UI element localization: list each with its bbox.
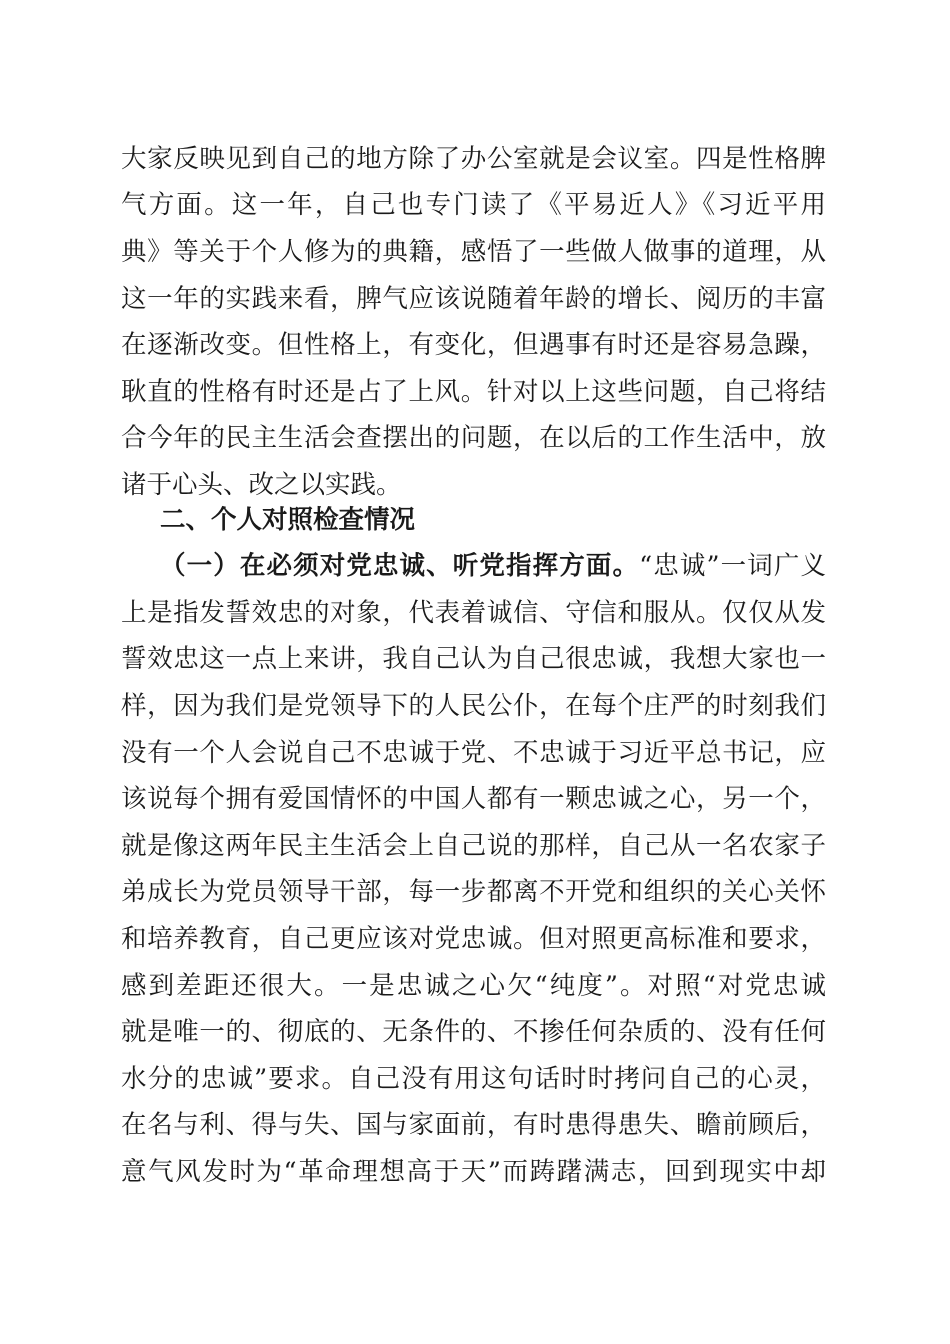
paragraph-line: 水分的忠诚”要求。自己没有用这句话时时拷问自己的心灵， bbox=[121, 1064, 826, 1094]
paragraph-line: 诸于心头、改之以实践。 bbox=[121, 470, 402, 500]
paragraph-line: 在名与利、得与失、国与家面前，有时患得患失、瞻前顾后， bbox=[121, 1110, 826, 1140]
paragraph-line: 就是像这两年民主生活会上自己说的那样，自己从一名农家子 bbox=[121, 831, 826, 861]
paragraph-line: 样，因为我们是党领导下的人民公仆，在每个庄严的时刻我们 bbox=[121, 691, 826, 721]
paragraph-line: 感到差距还很大。一是忠诚之心欠“纯度”。对照“对党忠诚 bbox=[121, 971, 826, 1001]
paragraph-line: 弟成长为党员领导干部，每一步都离不开党和组织的关心关怀 bbox=[121, 877, 826, 907]
paragraph-line: 在逐渐改变。但性格上，有变化，但遇事有时还是容易急躁， bbox=[121, 330, 826, 360]
subsection-first-line-text: “忠诚”一词广义 bbox=[639, 551, 826, 581]
paragraph-line: 没有一个人会说自己不忠诚于党、不忠诚于习近平总书记，应 bbox=[121, 738, 826, 768]
paragraph-line: 上是指发誓效忠的对象，代表着诚信、守信和服从。仅仅从发 bbox=[121, 598, 826, 628]
paragraph-line: 耿直的性格有时还是占了上风。针对以上这些问题，自己将结 bbox=[121, 377, 826, 407]
paragraph-line: 该说每个拥有爱国情怀的中国人都有一颗忠诚之心，另一个， bbox=[121, 784, 826, 814]
section-heading: 二、个人对照检查情况 bbox=[160, 505, 416, 535]
paragraph-line: 气方面。这一年，自己也专门读了《平易近人》《习近平用 bbox=[121, 190, 826, 220]
paragraph-line: 典》等关于个人修为的典籍，感悟了一些做人做事的道理，从 bbox=[121, 237, 826, 267]
paragraph-line: 和培养教育，自己更应该对党忠诚。但对照更高标准和要求， bbox=[121, 924, 826, 954]
subsection-heading: （一）在必须对党忠诚、听党指挥方面。 bbox=[160, 551, 640, 581]
paragraph-line: 合今年的民主生活会查摆出的问题，在以后的工作生活中，放 bbox=[121, 423, 826, 453]
paragraph-line: 这一年的实践来看，脾气应该说随着年龄的增长、阅历的丰富 bbox=[121, 284, 826, 314]
paragraph-line: 就是唯一的、彻底的、无条件的、不掺任何杂质的、没有任何 bbox=[121, 1017, 826, 1047]
paragraph-line: 誓效忠这一点上来讲，我自己认为自己很忠诚，我想大家也一 bbox=[121, 644, 826, 674]
paragraph-line: 意气风发时为“革命理想高于天”而踌躇满志，回到现实中却 bbox=[121, 1157, 826, 1187]
subsection-first-line bbox=[160, 546, 826, 586]
paragraph-line: 大家反映见到自己的地方除了办公室就是会议室。四是性格脾 bbox=[121, 144, 826, 174]
